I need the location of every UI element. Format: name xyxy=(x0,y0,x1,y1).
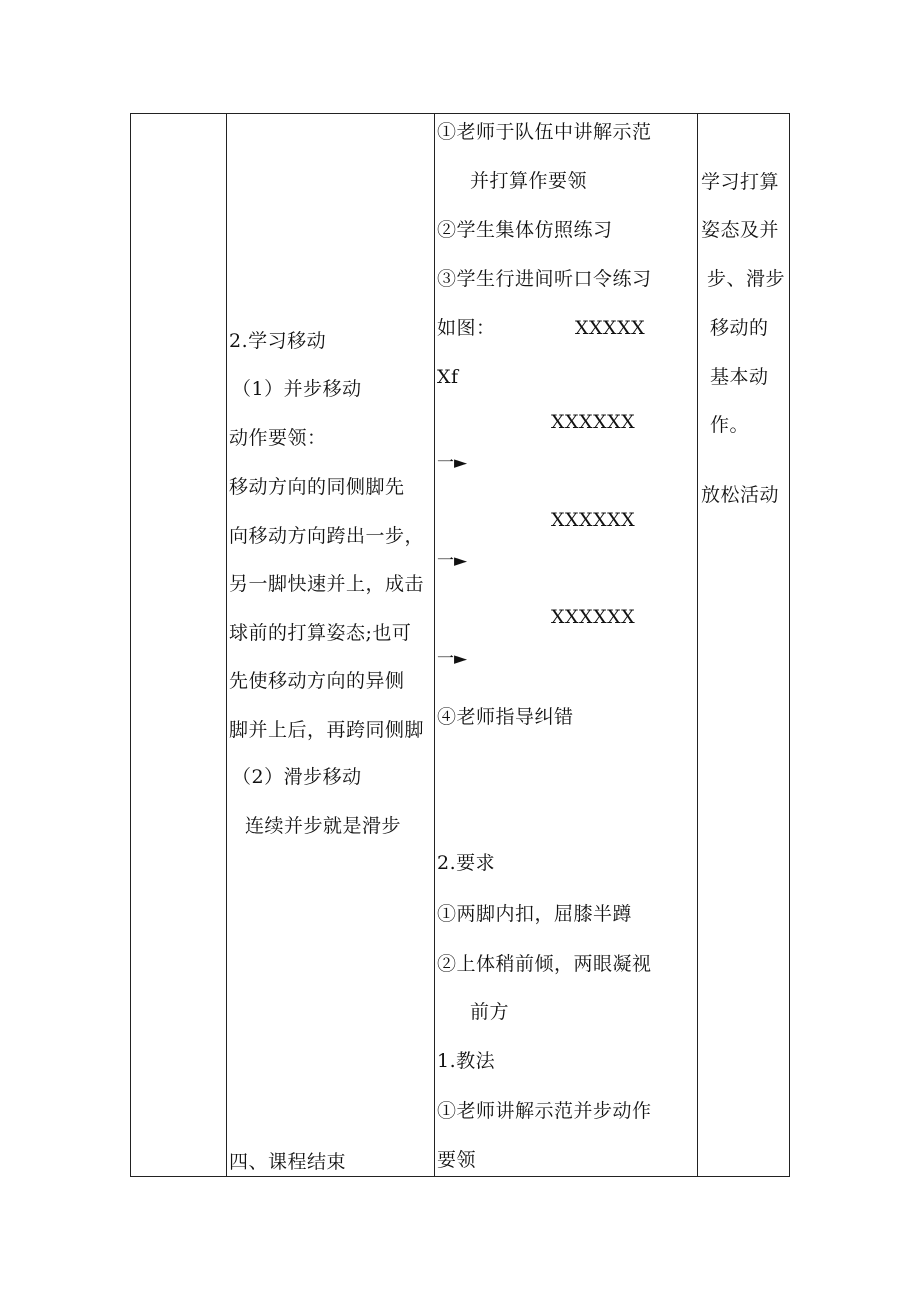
goal-text: 移动的 xyxy=(710,317,769,339)
content-subheading-slide-step: （2）滑步移动 xyxy=(232,766,362,788)
method-text: ①老师讲解示范并步动作 xyxy=(437,1100,652,1122)
column-divider-1 xyxy=(226,113,227,1177)
content-text: 连续并步就是滑步 xyxy=(245,815,402,837)
method-text: ①老师于队伍中讲解示范 xyxy=(437,121,652,143)
goal-text: 姿态及并 xyxy=(701,219,780,241)
content-text: 向移动方向跨出一步， xyxy=(229,525,425,547)
goal-text: 作。 xyxy=(710,414,750,436)
method-text: 要领 xyxy=(437,1149,477,1171)
method-text: 并打算作要领 xyxy=(470,170,588,192)
arrow-right-icon: 一► xyxy=(437,453,468,473)
goal-text: 步、滑步 xyxy=(707,268,786,290)
method-text: ④老师指导纠错 xyxy=(437,706,574,728)
content-heading-move: 2.学习移动 xyxy=(229,330,327,352)
content-subheading-side-step: （1）并步移动 xyxy=(232,378,362,400)
column-divider-2 xyxy=(434,113,435,1177)
method-text: ②上体稍前倾，两眼凝视 xyxy=(437,953,652,975)
goal-text: 放松活动 xyxy=(701,484,780,506)
formation-row-top: XXXXX xyxy=(575,317,646,339)
content-text: 另一脚快速并上，成击 xyxy=(229,573,425,595)
content-text: 先使移动方向的异侧 xyxy=(229,670,405,692)
content-text: 动作要领： xyxy=(229,427,327,449)
content-text: 脚并上后，再跨同侧脚 xyxy=(229,719,425,741)
formation-row: XXXXXX xyxy=(551,509,636,531)
method-heading-teaching: 1.教法 xyxy=(437,1050,496,1072)
content-text: 移动方向的同侧脚先 xyxy=(229,476,405,498)
method-text: ②学生集体仿照练习 xyxy=(437,219,613,241)
content-text: 球前的打算姿态;也可 xyxy=(229,622,412,644)
formation-label: Xf xyxy=(437,366,459,388)
method-heading-requirements: 2.要求 xyxy=(437,852,496,874)
method-text: 如图： xyxy=(437,317,496,339)
arrow-right-icon: 一► xyxy=(437,551,468,571)
method-text: ①两脚内扣，屈膝半蹲 xyxy=(437,903,633,925)
content-heading-end: 四、课程结束 xyxy=(229,1151,347,1173)
formation-row: XXXXXX xyxy=(551,606,636,628)
column-divider-3 xyxy=(697,113,698,1177)
goal-text: 基本动 xyxy=(710,366,769,388)
method-text: ③学生行进间听口令练习 xyxy=(437,268,652,290)
formation-row: XXXXXX xyxy=(551,411,636,433)
goal-text: 学习打算 xyxy=(701,171,780,193)
arrow-right-icon: 一► xyxy=(437,649,468,669)
method-text: 前方 xyxy=(470,1001,510,1023)
